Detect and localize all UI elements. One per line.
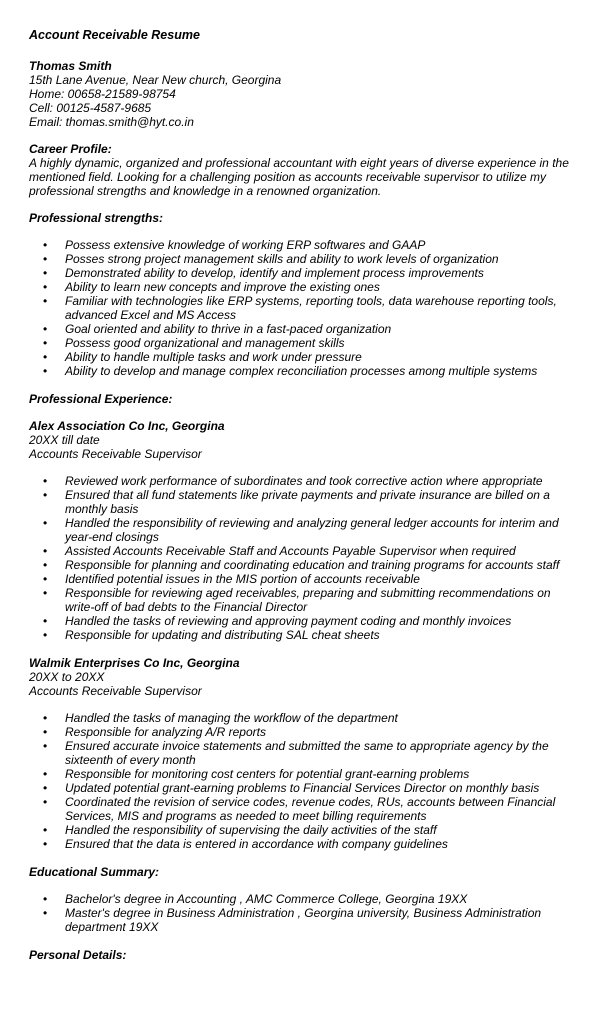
job-dates: 20XX to 20XX: [29, 670, 105, 684]
list-item: • Handled the responsibility of reviewing and analyzing general ledger accounts for interim and year-end closings: [29, 516, 579, 544]
job-role: Accounts Receivable Supervisor: [29, 447, 202, 461]
education-heading: Educational Summary:: [29, 865, 160, 879]
resume-title: Account Receivable Resume: [29, 28, 200, 42]
job-entry: [29, 656, 579, 851]
list-item: • Identified potential issues in the MIS portion of accounts receivable: [29, 572, 579, 586]
list-item: • Responsible for monitoring cost centers for potential grant-earning problems: [29, 767, 579, 781]
list-item: • Master's degree in Business Administration , Georgina university, Business Administration department 19XX: [29, 906, 579, 934]
strengths-heading: Professional strengths:: [29, 211, 164, 225]
list-item: • Possess extensive knowledge of working ERP softwares and GAAP: [29, 238, 579, 252]
list-item: • Bachelor's degree in Accounting , AMC Commerce College, Georgina 19XX: [29, 892, 579, 906]
list-item: • Possess good organizational and management skills: [29, 336, 579, 350]
strengths-list: [29, 238, 579, 378]
list-item: • Reviewed work performance of subordinates and took corrective action where appropriate: [29, 474, 579, 488]
education-section: [29, 865, 579, 934]
list-item: • Handled the tasks of reviewing and approving payment coding and monthly invoices: [29, 614, 579, 628]
cell-phone: Cell: 00125-4587-9685: [29, 101, 152, 115]
list-item: • Coordinated the revision of service codes, revenue codes, RUs, accounts between Financial Services, MIS and programs as needed to meet billing requirements: [29, 795, 579, 823]
strengths-section: [29, 211, 579, 378]
list-item: • Goal oriented and ability to thrive in a fast-paced organization: [29, 322, 579, 336]
list-item: • Ensured that the data is entered in accordance with company guidelines: [29, 837, 579, 851]
list-item: • Responsible for updating and distributing SAL cheat sheets: [29, 628, 579, 642]
contact-block: [29, 59, 579, 129]
experience-heading: Professional Experience:: [29, 392, 173, 406]
personal-section: [29, 948, 579, 962]
list-item: • Ensured that all fund statements like private payments and private insurance are billed on a monthly basis: [29, 488, 579, 516]
list-item: • Handled the tasks of managing the workflow of the department: [29, 711, 579, 725]
job-duties-list: [29, 474, 579, 642]
job-role: Accounts Receivable Supervisor: [29, 684, 202, 698]
list-item: • Posses strong project management skills and ability to work levels of organization: [29, 252, 579, 266]
list-item: • Responsible for reviewing aged receivables, preparing and submitting recommendations on write-off of bad debts to the Financial Director: [29, 586, 579, 614]
resume-page: [29, 28, 579, 962]
list-item: • Ensured accurate invoice statements and submitted the same to appropriate agency by the sixteenth of every month: [29, 739, 579, 767]
list-item: • Handled the responsibility of supervising the daily activities of the staff: [29, 823, 579, 837]
job-dates: 20XX till date: [29, 433, 100, 447]
career-profile-text: A highly dynamic, organized and professional accountant with eight years of diverse experience in the mentioned field. Looking for a challenging position as accounts receivable supervisor to utilize my professional strengths and knowledge in a renowned organization.: [29, 156, 569, 198]
list-item: • Assisted Accounts Receivable Staff and Accounts Payable Supervisor when required: [29, 544, 579, 558]
education-list: [29, 892, 579, 934]
list-item: • Ability to develop and manage complex reconciliation processes among multiple systems: [29, 364, 579, 378]
list-item: • Ability to handle multiple tasks and work under pressure: [29, 350, 579, 364]
home-phone: Home: 00658-21589-98754: [29, 87, 176, 101]
job-company: Alex Association Co Inc, Georgina: [29, 419, 225, 433]
list-item: • Familiar with technologies like ERP systems, reporting tools, data warehouse reporting tools, advanced Excel and MS Access: [29, 294, 579, 322]
list-item: • Responsible for planning and coordinating education and training programs for accounts staff: [29, 558, 579, 572]
list-item: • Responsible for analyzing A/R reports: [29, 725, 579, 739]
job-company: Walmik Enterprises Co Inc, Georgina: [29, 656, 240, 670]
personal-heading: Personal Details:: [29, 948, 127, 962]
list-item: • Updated potential grant-earning problems to Financial Services Director on monthly basis: [29, 781, 579, 795]
address-line: 15th Lane Avenue, Near New church, Georgina: [29, 73, 282, 87]
email-line: Email: thomas.smith@hyt.co.in: [29, 115, 194, 129]
career-profile-section: [29, 142, 579, 198]
job-duties-list: [29, 711, 579, 851]
candidate-name: Thomas Smith: [29, 59, 112, 73]
job-entry: [29, 419, 579, 642]
list-item: • Demonstrated ability to develop, identify and implement process improvements: [29, 266, 579, 280]
list-item: • Ability to learn new concepts and improve the existing ones: [29, 280, 579, 294]
experience-section: [29, 392, 579, 851]
career-profile-heading: Career Profile:: [29, 142, 112, 156]
